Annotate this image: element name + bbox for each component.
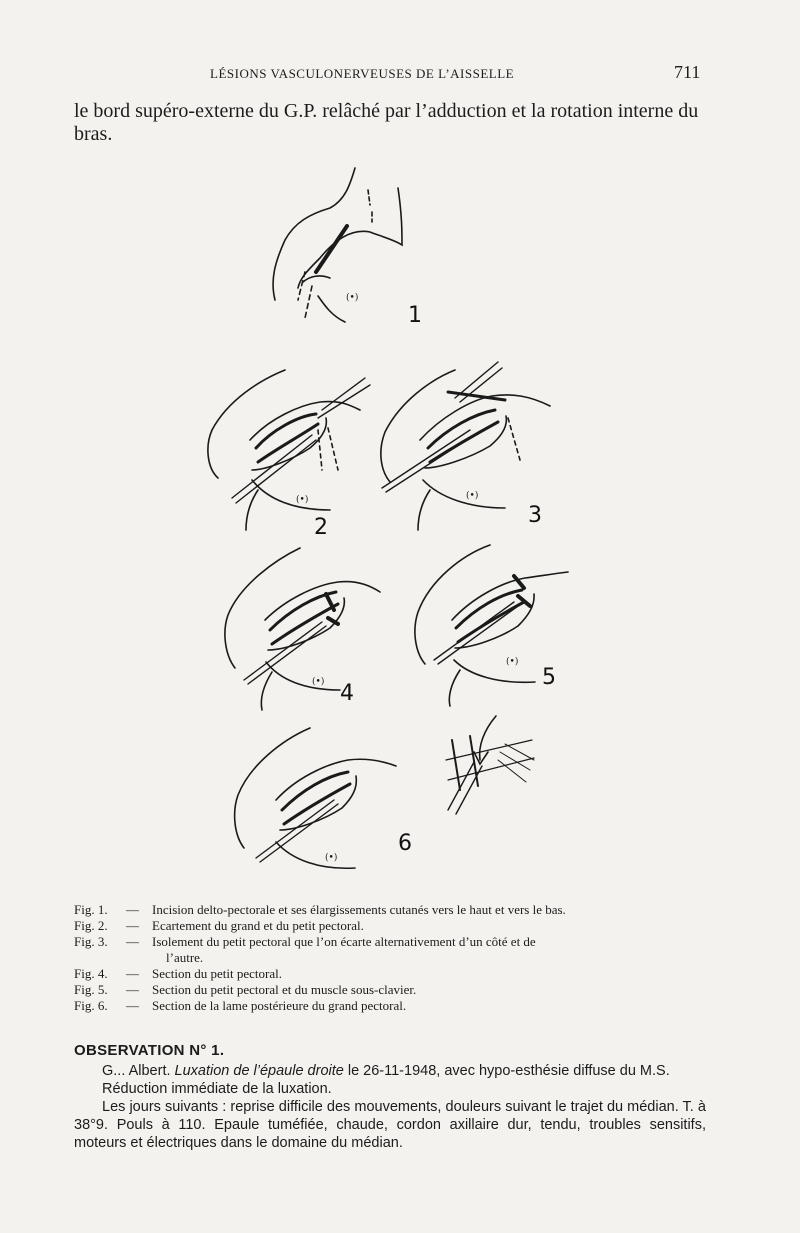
figure-number-6: 6 (398, 831, 412, 856)
figure-number-1: 1 (408, 303, 422, 328)
caption-text: Ecartement du grand et du petit pectoral. (152, 918, 364, 933)
caption-row (74, 902, 714, 918)
figure-3-drawing (381, 362, 550, 530)
caption-dash: — (126, 902, 139, 917)
observation-paragraph-1 (74, 1062, 706, 1080)
figure-number-4: 4 (340, 681, 354, 706)
observation-paragraph-3: Les jours suivants : reprise difficile des mouvements, douleurs suivant le trajet du médian. T. à 38°9. Pouls à 110. Epaule tuméfiée, chaude, cordon axillaire dur, tendu, troubles sensitifs, moteurs et électriques dans le domaine du médian. (74, 1099, 706, 1151)
caption-text: Isolement du petit pectoral que l’on écarte alternativement d’un côté et de (152, 934, 536, 949)
caption-row (74, 934, 714, 950)
intro-paragraph: le bord supéro-externe du G.P. relâché par l’adduction et la rotation interne du bras. (74, 100, 699, 145)
caption-dash: — (126, 966, 139, 981)
observation-heading: OBSERVATION N° 1. (74, 1042, 225, 1059)
svg-text:(•): (•) (506, 657, 519, 667)
caption-label: Fig. 1. (74, 902, 108, 917)
patient-name: G... Albert. (102, 1063, 171, 1079)
caption-dash: — (126, 998, 139, 1013)
figure-2-drawing (208, 370, 370, 530)
svg-text:(•): (•) (466, 491, 479, 501)
caption-row (74, 982, 714, 998)
detail-drawing (446, 716, 534, 814)
figure-6-drawing (235, 728, 396, 868)
figure-number-3: 3 (528, 503, 542, 528)
diagnosis: Luxation de l’épaule droite (174, 1063, 344, 1079)
caption-row (74, 966, 714, 982)
caption-label: Fig. 3. (74, 934, 108, 949)
caption-dash: — (126, 934, 139, 949)
running-head: LÉSIONS VASCULONERVEUSES DE L’AISSELLE (210, 66, 515, 81)
caption-label: Fig. 4. (74, 966, 108, 981)
caption-text: Section de la lame postérieure du grand pectoral. (152, 998, 407, 1013)
caption-dash: — (126, 982, 139, 997)
figure-4-drawing (225, 548, 380, 710)
caption-dash: — (126, 918, 139, 933)
caption-label: Fig. 2. (74, 918, 108, 933)
svg-text:(•): (•) (325, 853, 338, 863)
caption-text: Incision delto-pectorale et ses élargissements cutanés vers le haut et vers le bas. (152, 902, 566, 917)
caption-row (74, 998, 714, 1014)
svg-text:(•): (•) (296, 495, 309, 505)
caption-row (74, 918, 714, 934)
figure-number-5: 5 (542, 665, 556, 690)
caption-text: Section du petit pectoral. (152, 966, 282, 981)
caption-label: Fig. 6. (74, 998, 108, 1013)
observation-detail: le 26-11-1948, avec hypo-esthésie diffuse du M.S. (347, 1063, 670, 1079)
caption-text: Section du petit pectoral et du muscle sous-clavier. (152, 982, 417, 997)
caption-continuation: l’autre. (166, 950, 204, 965)
observation-paragraph-2: Réduction immédiate de la luxation. (102, 1081, 332, 1097)
figure-number-2: 2 (314, 515, 328, 540)
svg-text:(•): (•) (346, 293, 359, 303)
svg-text:(•): (•) (312, 677, 325, 687)
observation-body (74, 1062, 706, 1152)
page-number: 711 (674, 62, 701, 82)
figure-captions (74, 902, 714, 1014)
caption-label: Fig. 5. (74, 982, 108, 997)
figure-1-drawing (273, 168, 402, 322)
